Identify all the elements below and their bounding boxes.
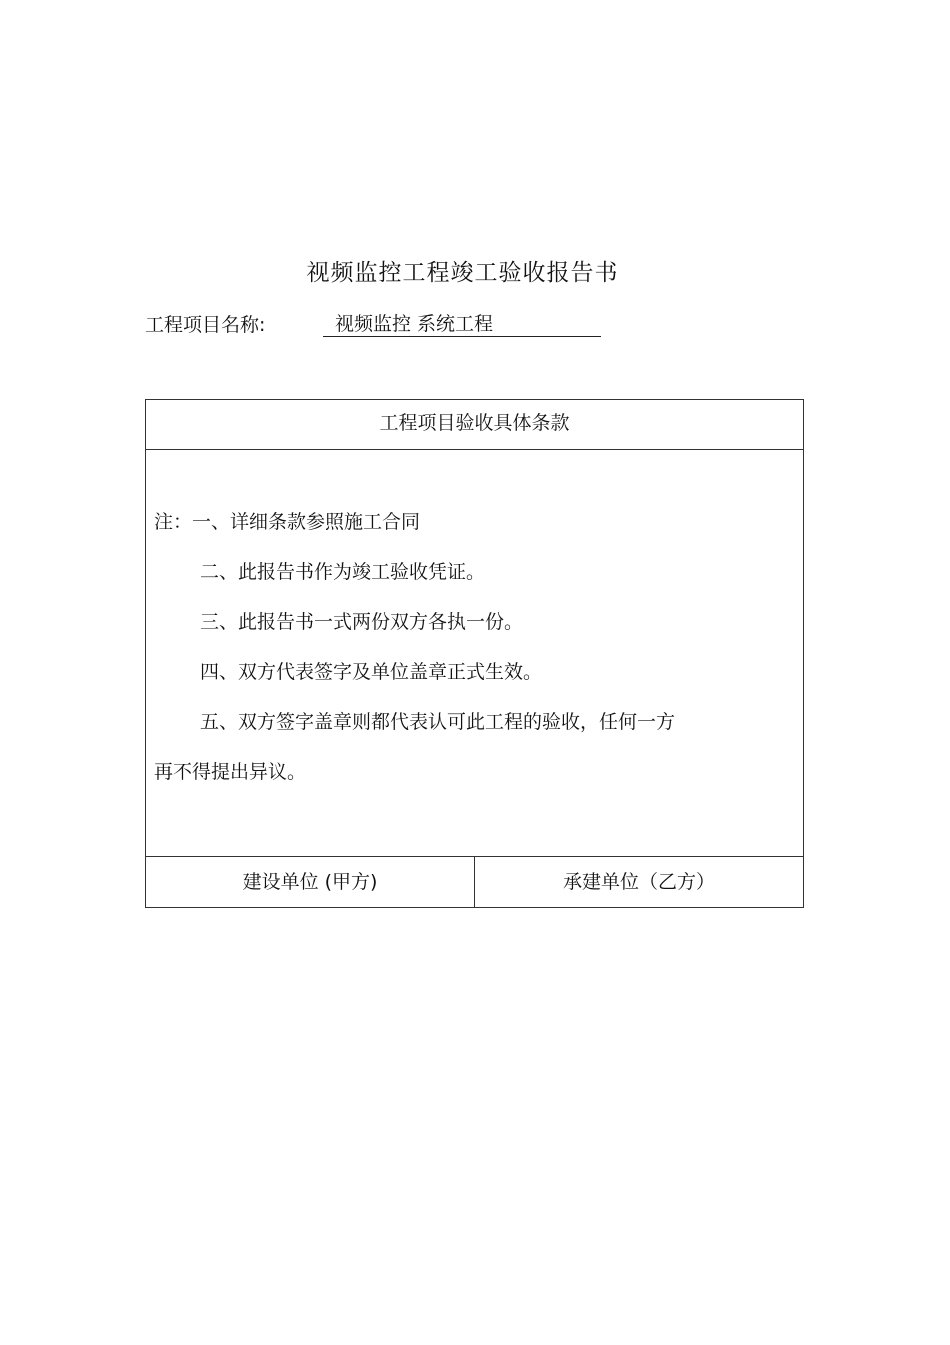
acceptance-table: [145, 399, 804, 908]
project-name-value: 视频监控 系统工程: [323, 308, 601, 337]
party-a-cell: 建设单位 (甲方): [242, 871, 378, 893]
project-name-label: 工程项目名称:: [145, 314, 266, 336]
note-line-4: 四、双方代表签字及单位盖章正式生效。: [200, 661, 543, 683]
notes-block: [154, 497, 794, 797]
note-line-1: 注：一、详细条款参照施工合同: [154, 511, 421, 533]
party-b-cell: 承建单位（乙方）: [474, 857, 803, 907]
note-line-2: 二、此报告书作为竣工验收凭证。: [200, 561, 486, 583]
table-header: 工程项目验收具体条款: [146, 400, 803, 450]
note-line-5: 五、双方签字盖章则都代表认可此工程的验收，任何一方: [200, 711, 676, 733]
project-name-row: [145, 308, 494, 342]
note-line-6: 再不得提出异议。: [154, 761, 307, 783]
note-line-3: 三、此报告书一式两份双方各执一份。: [200, 611, 524, 633]
signature-row: [146, 856, 803, 907]
document-title: 视频监控工程竣工验收报告书: [306, 260, 619, 286]
